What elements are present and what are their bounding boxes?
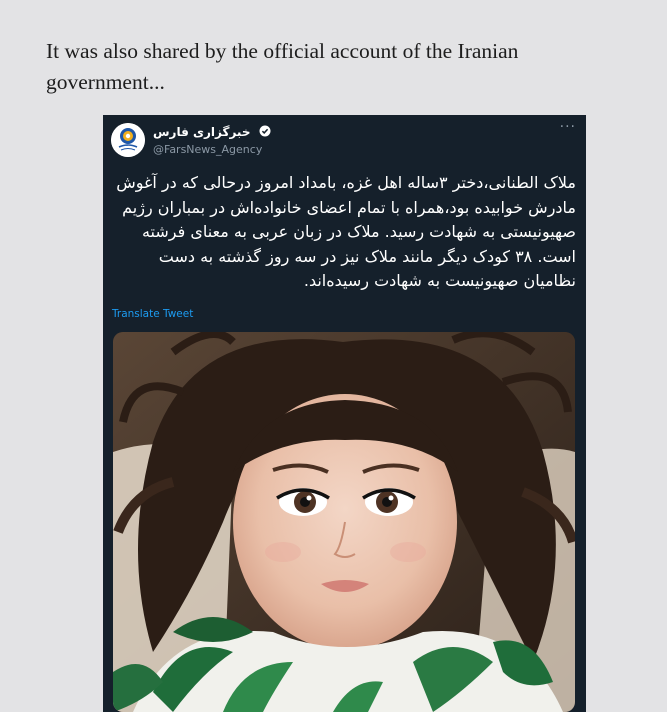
- translate-tweet-link[interactable]: Translate Tweet: [112, 308, 194, 320]
- tweet-body: ملاک الطنانی،دختر ۳ساله اهل غزه، بامداد امروز درحالی که در آغوش مادرش خوابیده بود،همراه با تمام اعضای خانواده‌اش در بمباران رژیم صهیونیستی به شهادت رسید. ملاک در زبان عربی به معنای فرشته است. ۳۸ کودک دیگر مانند ملاک نیز در سه روز گذشته به دست نظامیان صهیونیست به شهادت رسیده‌اند.: [116, 173, 576, 290]
- fars-news-logo[interactable]: [111, 123, 145, 157]
- tweet-card[interactable]: [103, 115, 586, 712]
- post-caption: It was also shared by the official account of the Iranian government...: [46, 39, 519, 94]
- verified-badge-icon: [259, 122, 271, 141]
- more-dots-icon[interactable]: ···: [559, 119, 576, 135]
- account-display-name[interactable]: خبرگزاری فارس: [153, 125, 251, 139]
- child-portrait-photo[interactable]: [113, 332, 575, 712]
- account-handle[interactable]: @FarsNews_Agency: [153, 143, 263, 156]
- tweet-header: [111, 119, 578, 159]
